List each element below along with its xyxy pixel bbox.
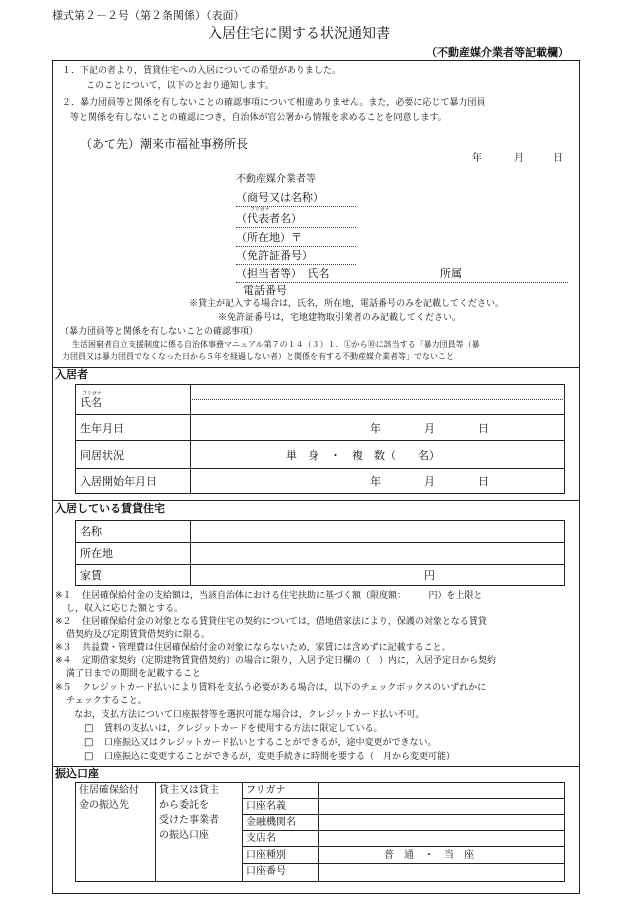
resident-name-ruby: フリガナ [82,391,102,397]
housing-location-label: 所在地 [80,547,113,560]
agent-label: 不動産媒介業者等 [236,174,316,185]
note-4-line1: 定期借家契約（定期建物賃貸借契約）の場合に限り，入居予定日欄の（ ）内に，入居予定日から契約 [82,656,497,666]
note-1-line1: 住居確保給付金の支給額は，当該自治体における住宅扶助に基づく額（限度額： 円）を上限と [82,591,483,601]
housing-row-line [75,542,565,543]
cohabit-value: 単 身 ・ 複 数（ 名） [286,449,440,462]
resident-heading: 入居者 [55,368,88,381]
page-subtitle: （不動産媒介業者等記載欄） [426,46,569,59]
account-col-divider [242,782,243,882]
birth-month: 月 [424,422,435,435]
housing-heading: 入居している賃貸住宅 [55,502,165,515]
intro-p1a: １．下記の者より，賃貸住宅への入居についての希望がありました。 [62,66,341,76]
account-mid-label-1: 貸主又は貸主 [159,785,219,796]
housing-name-label: 名称 [80,525,102,538]
note-3-mark: ※３ [55,643,72,653]
trade-name-label: （商号又は名称） [236,191,324,204]
move-in-day: 日 [478,475,489,488]
furigana-line [190,399,565,400]
rep-line [236,227,356,228]
confirm-text1: 生活困窮者自立支援制度に係る自治体事務マニュアル第７の１４（３）１．①から⑩に該当する「暴力団員等（暴 [72,340,480,349]
checkbox-no-change-label: 口座振込又はクレジットカード払いとすることができるが，途中変更ができない。 [104,738,437,748]
resident-col-divider [190,384,191,494]
checkbox-credit-only[interactable]: □ [84,723,94,734]
confirm-title: （暴力団員等と関係を有しないことの確認事項） [60,327,259,337]
account-type-value: 普 通 ・ 当 座 [384,850,474,861]
account-row-line [242,798,565,799]
person-line [236,282,568,283]
account-row-line [242,814,565,815]
note-5-line1: クレジットカード払いにより賃料を支払う必要がある場合は，以下のチェックボックスのいずれかに [82,683,487,693]
rep-furigana: フリガナ [250,207,270,213]
rep-label: （代表者名） [236,212,302,225]
note-2-line1: 住居確保給付金の対象となる賃貸住宅の契約については，借地借家法により，保護の対象となる賃貸 [82,617,487,627]
note-2-mark: ※２ [55,617,72,627]
account-mid-label-3: 受けた事業者 [159,815,219,826]
intro-p2b: 等と関係を有しないことの確認につき，自治体が官公署から情報を求めることを同意します。 [70,113,447,123]
note-2-line2: 借契約及び定期賃貸借契約に限る。 [66,630,211,640]
address-line [236,246,356,247]
account-furigana-label: フリガナ [246,785,286,796]
note-4-line2: 満了日までの期間を記載すること [66,669,202,679]
checkbox-no-change[interactable]: □ [84,737,94,748]
bank-name-label: 金融機関名 [246,817,296,828]
note-a: ※貸主が記入する場合は，氏名，所在地，電話番号のみを記載してください。 [189,299,505,309]
account-left-label-2: 金の振込先 [79,800,129,811]
dept-label: 所属 [440,267,462,280]
account-number-label: 口座番号 [246,866,286,877]
address-label: （所在地）〒 [236,231,302,244]
move-in-month: 月 [424,475,435,488]
divider [52,367,580,368]
account-table [75,782,565,882]
intro-p2a: ２．暴力団員等と関係を有しないことの確認事項について相違ありません。また，必要に応じて暴力団員 [62,98,486,108]
note-5-mark: ※５ [55,683,72,693]
account-holder-label: 口座名義 [246,801,286,812]
account-row-line [242,863,565,864]
account-heading: 振込口座 [55,767,99,780]
addressee: （あて先）潮来市福祉事務所長 [80,137,249,151]
housing-row-line [75,564,565,565]
resident-row-line [75,414,565,415]
birth-day: 日 [478,422,489,435]
license-label: （免許証番号） [236,249,313,262]
page-title: 入居住宅に関する状況通知書 [208,26,390,42]
cohabit-label: 同居状況 [80,449,124,462]
account-row-line [242,830,565,831]
housing-col-divider [190,520,191,586]
phone-label: 電話番号 [243,284,287,297]
account-type-label: 口座種別 [246,850,286,861]
account-mid-label-4: の振込口座 [159,830,209,841]
note-b: ※免許証番号は，宅地建物取引業者のみ記載してください。 [218,313,462,323]
resident-name-label: 氏名 [80,396,102,409]
birthdate-label: 生年月日 [80,422,124,435]
move-in-label: 入居開始年月日 [80,475,157,488]
housing-rent-label: 家賃 [80,569,102,582]
form-id: 様式第２－２号（第２条関係）（表面） [52,9,245,22]
account-row-line [242,846,565,847]
account-left-label-1: 住居確保給付 [79,785,139,796]
note-1-line2: し，収入に応じた額とする。 [66,604,184,614]
note-4-mark: ※４ [55,656,72,666]
birth-year: 年 [370,422,381,435]
housing-table [75,520,565,586]
branch-name-label: 支店名 [246,833,276,844]
date-month-label: 月 [514,153,524,164]
date-day-label: 日 [553,153,563,164]
person-label: （担当者等） 氏名 [236,267,330,280]
divider [52,500,580,501]
account-col-divider [155,782,156,882]
confirm-text2: 力団員又は暴力団員でなくなった日から５年を経過しない者）と関係を有する不動産媒介業者等」でないこと [62,352,454,361]
checkbox-credit-only-label: 賃料の支払いは，クレジットカードを使用する方法に限定している。 [104,724,383,734]
divider [52,766,580,767]
account-mid-label-2: から委託を [159,800,209,811]
intro-p1b: このことについて，以下のとおり通知します。 [86,81,274,91]
note-1-mark: ※１ [55,591,72,601]
resident-row-line [75,440,565,441]
checkbox-change-later[interactable]: □ [84,751,94,762]
note-3-line1: 共益費・管理費は住居確保給付金の対象にならないため，家賃には含めずに記載すること。 [82,643,451,653]
note-5-line2: チェックすること。 [66,696,147,706]
license-line [236,264,356,265]
rent-yen: 円 [424,569,435,582]
move-in-year: 年 [370,475,381,488]
resident-row-line [75,468,565,469]
date-year-label: 年 [472,153,482,164]
account-col-divider [318,782,319,882]
checkbox-change-later-label: 口座振込に変更することができるが，変更手続きに時間を要する（ 月から変更可能） [104,752,456,762]
payment-note: なお，支払方法について口座振替等を選択可能な場合は，クレジットカード払い不可。 [74,710,425,720]
